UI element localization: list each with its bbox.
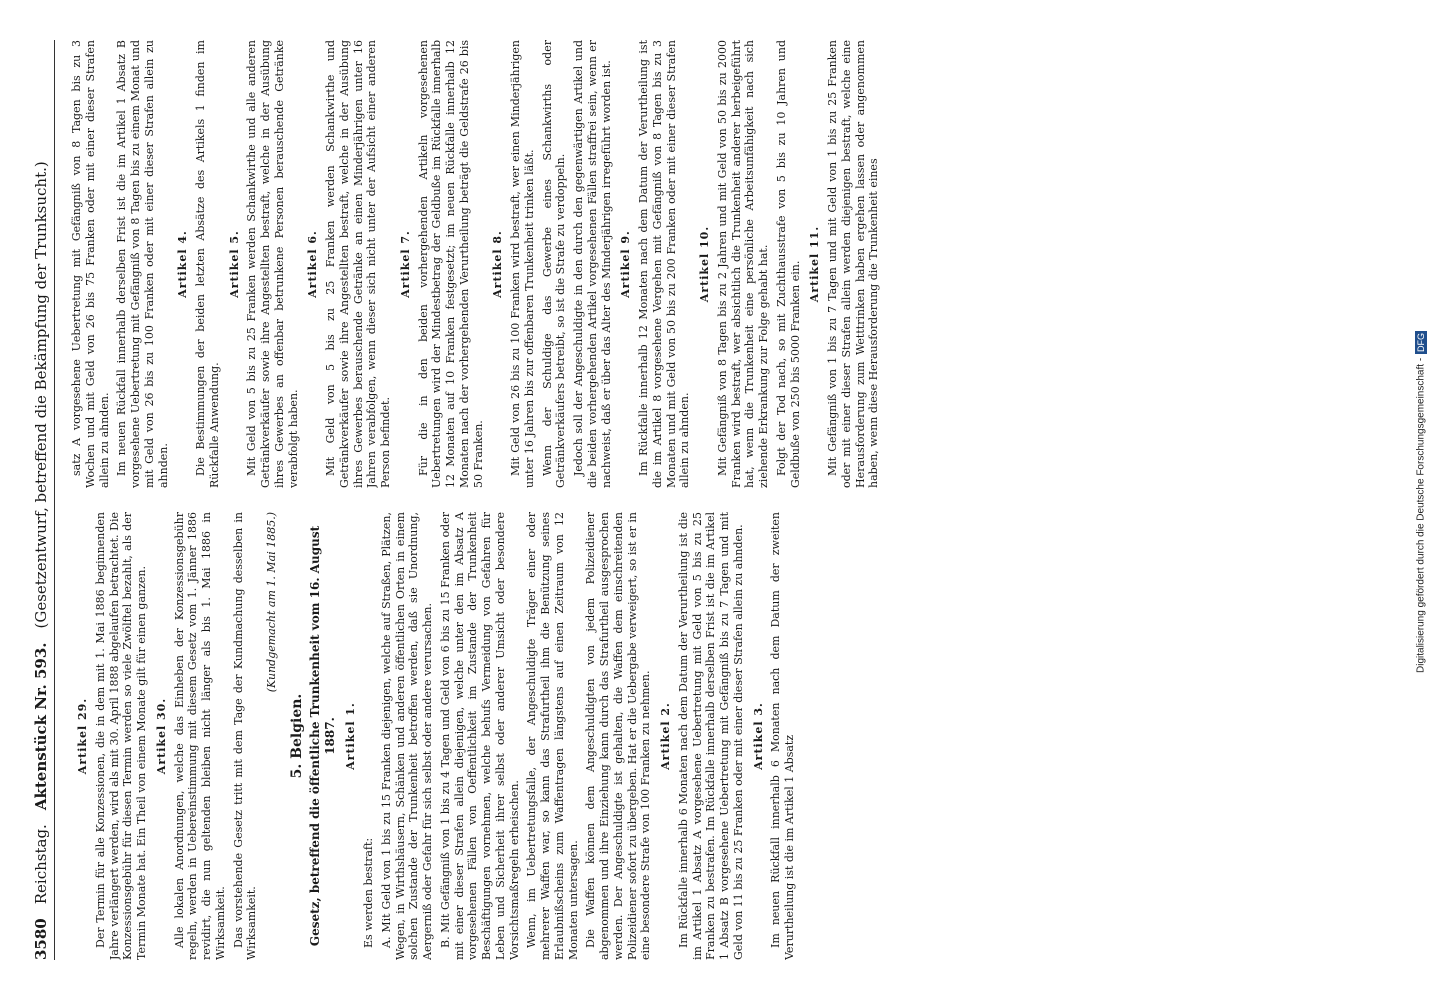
header-center-title: Aktenstück Nr. 593. [32, 642, 50, 811]
article-10-text: Mit Gefängniß von 8 Tagen bis zu 2 Jahren und mit Geld von 50 bis zu 2000 Franken wird bestraft, wer absichtlich die Trunkenheit anderer herbeigeführt hat, wenn die Trunkenheit eine persönliche Arbeitsunfähigkeit nach sich ziehende Erkrankung zur Folge gehabt hat. [715, 40, 770, 488]
article-7-text: Für die in den beiden vorhergehenden Artikeln vorgesehenen Uebertretungen wird der Mindestbetrag der Geldbuße im Rückfalle innerhalb 12 Monaten auf 10 Franken festgesetzt; im neuen Rückfalle innerhalb 12 Monaten nach der vorhergehenden Verurtheilung beträgt die Geldstrafe 26 bis 50 Franken. [416, 40, 485, 488]
article-1-d: Die Waffen können dem Angeschuldigten von jedem Polizeidiener abgenommen und ihre Einziehung kann durch das Strafurtheil ausgesprochen werden. Der Angeschuldigte ist gehalten, die Waffen dem einschreitenden Polizeidiener sofort zu übergeben. Hat er die Uebergabe verweigert, so ist er in eine besondere Strafe von 100 Franken zu nehmen. [584, 512, 653, 960]
article-10-text-2: Folgt der Tod nach, so mit Zuchthausstrafe von 5 bis zu 10 Jahren und Geldbuße von 250 bis 5000 Franken ein. [774, 40, 802, 488]
continued-text-2: Im neuen Rückfall innerhalb derselben Frist ist die im Artikel 1 Absatz B vorgesehene Uebertretung mit Gefängniß von 8 Tagen bis zu einem Monat und mit Geld von 26 bis zu 100 Franken oder mit einer dieser Strafen allein zu ahnden. [115, 40, 170, 488]
header-left-title: Reichstag. [32, 824, 50, 905]
article-1-c: Wenn, im Uebertretungsfalle, der Angeschuldigte Träger einer oder mehrerer Waffen war, so kann das Strafurtheil ihm die Benützung seines Erlaubnißscheins zum Waffentragen längstens auf einen Zeitraum von 12 Monaten untersagen. [525, 512, 580, 960]
article-2-heading: Artikel 2. [659, 702, 672, 770]
page-header [10, 40, 55, 960]
article-2-text: Im Rückfalle innerhalb 6 Monaten nach dem Datum der Verurtheilung ist die im Artikel 1 Absatz A vorgesehene Uebertretung mit Geld von 5 bis zu 25 Franken zu bestrafen. Im Rückfalle innerhalb derselben Frist ist die im Artikel 1 Absatz B vorgesehene Uebertretung mit Gefängniß bis zu 7 Tagen und mit Geld von 11 bis zu 25 Franken oder mit einer dieser Strafen allein zu ahnden. [676, 512, 745, 960]
article-30-heading: Artikel 30. [154, 697, 168, 775]
page-number: 3580 [32, 918, 50, 960]
article-1-b: B. Mit Gefängniß von 1 bis zu 4 Tagen und Geld von 6 bis zu 15 Franken oder mit einer dieser Strafen allein diejenigen, welche unter den im Absatz A vorgesehenen Fällen von Oeffentlichkeit im Zustande der Trunkenheit Beschäftigungen vornehmen, welche behufs Vermeidung von Gefahren für Leben und Sicherheit ihrer selbst oder anderer Umsicht oder besondere Vorsichtsmaßregeln erheischen. [438, 512, 521, 960]
column-right [70, 40, 1390, 488]
continued-text: satz A vorgesehene Uebertretung mit Gefängniß von 8 Tagen bis zu 3 Wochen und mit Geld von 26 bis 75 Franken oder mit einer dieser Strafen allein zu ahnden. [70, 40, 111, 488]
dfg-logo: DFG [1416, 332, 1426, 352]
article-10-heading: Artikel 10. [698, 225, 711, 303]
article-8-text-2: Wenn der Schuldige das Gewerbe eines Schankwirths oder Getränkverkäufers betreibt, so ist die Strafe zu verdoppeln. [540, 40, 568, 488]
article-6-text: Mit Geld von 5 bis zu 25 Franken werden Schankwirthe und Getränkverkäufer sowie ihre Angestellten bestraft, welche in der Ausübung ihres Gewerbes berauschende Getränke an einen Minderjährigen unter 16 Jahren verabfolgen, wenn dieser sich nicht unter der Aufsicht einer anderen Person befindet. [324, 40, 392, 488]
article-3-text: Im neuen Rückfall innerhalb 6 Monaten nach dem Datum der zweiten Verurtheilung ist die im Artikel 1 Absatz [769, 512, 796, 960]
text-columns [70, 40, 1390, 960]
article-5-heading: Artikel 5. [227, 230, 241, 298]
article-29-heading: Artikel 29. [76, 697, 89, 775]
column-left [70, 512, 1390, 960]
closing-text: Das vorstehende Gesetz tritt mit dem Tage der Kundmachung desselben in Wirksamkeit. [231, 512, 259, 960]
article-3-heading: Artikel 3. [751, 702, 765, 770]
article-1-intro: Es werden bestraft: [362, 837, 375, 948]
article-4-heading: Artikel 4. [176, 230, 190, 298]
article-6-heading: Artikel 6. [306, 230, 320, 298]
article-8-text: Mit Geld von 26 bis zu 100 Franken wird bestraft, wer einen Minderjährigen unter 16 Jahren bis zur offenbaren Trunkenheit trinken läßt. [509, 40, 536, 488]
section-subtitle: Gesetz, betreffend die öffentliche Trunkenheit vom 16. August 1887. [308, 525, 338, 947]
article-11-heading: Artikel 11. [808, 225, 822, 303]
article-8-heading: Artikel 8. [491, 230, 505, 298]
section-title: 5. Belgien. [288, 693, 305, 779]
article-29-text: Der Termin für alle Konzessionen, die in dem mit 1. Mai 1886 beginnenden Jahre verlängert werden, wird als mit 30. April 1888 abgelaufen betrachtet. Die Konzessionsgebühr für diesen Termin werden so viele Zwölftel bezahlt, als der Termin Monate hat. Ein Theil von einem Monate gilt für einen ganzen. [93, 512, 148, 960]
article-1-a: A. Mit Geld von 1 bis zu 15 Franken diejenigen, welche auf Straßen, Plätzen, Wegen, in Wirthshäusern, Schänken und anderen öffentlichen Orten in einem solchen Zustande der Trunkenheit betroffen werden, daß sie Unordnung, Aergerniß oder Gefahr für sich selbst oder andere verursachen. [379, 512, 434, 960]
article-1-heading: Artikel 1. [344, 702, 358, 770]
article-11-text: Mit Gefängniß von 1 bis zu 7 Tagen und mit Geld von 1 bis zu 25 Franken oder mit einer dieser Strafen allein werden diejenigen bestraft, welche eine Herausforderung zum Wetttrinken haben ergehen lassen oder angenommen haben, wenn diese Herausforderung die Trunkenheit eines [826, 40, 881, 488]
article-4-text: Die Bestimmungen der beiden letzten Absätze des Artikels 1 finden im Rückfalle Anwendung. [194, 40, 221, 488]
proclamation-note: (Kundgemacht am 1. Mai 1885.) [265, 512, 278, 693]
header-right-title: (Gesetzentwurf, betreffend die Bekämpfung der Trunksucht.) [32, 161, 50, 629]
article-30-text: Alle lokalen Anordnungen, welche das Einheben der Konzessionsgebühr regeln, werden in Uebereinstimmung mit diesem Gesetz vom 1. Jänner 1886 revidirt, die nun geltenden bleiben nicht länger als bis 1. Mai 1886 in Wirksamkeit. [172, 512, 227, 960]
digitization-credit [1412, 10, 1430, 990]
article-9-heading: Artikel 9. [619, 230, 633, 298]
credit-text: Digitalisierung gefördert durch die Deutsche Forschungsgemeinschaft - [1415, 357, 1427, 674]
article-7-heading: Artikel 7. [398, 230, 412, 298]
article-8-text-3: Jedoch soll der Angeschuldigte in den durch den gegenwärtigen Artikel und die beiden vorhergehenden Artikel vorgesehenen Fällen straffrei sein, wenn er nachweist, daß er über das Alter des Minderjährigen irregeführt worden ist. [572, 40, 613, 488]
article-9-text: Im Rückfalle innerhalb 12 Monaten nach dem Datum der Verurtheilung ist die im Artikel 8 vorgesehene Vergehen mit Gefängniß von 8 Tagen bis zu 3 Monaten und mit Geld von 50 bis zu 200 Franken oder mit einer dieser Strafen allein zu ahnden. [637, 40, 692, 488]
article-5-text: Mit Geld von 5 bis zu 25 Franken werden Schankwirthe und alle anderen Getränkverkäufer sowie ihre Angestellten bestraft, welche in der Ausübung ihres Gewerbes an offenbar betrunkene Personen berauschende Getränke verabfolgt haben. [245, 40, 300, 488]
